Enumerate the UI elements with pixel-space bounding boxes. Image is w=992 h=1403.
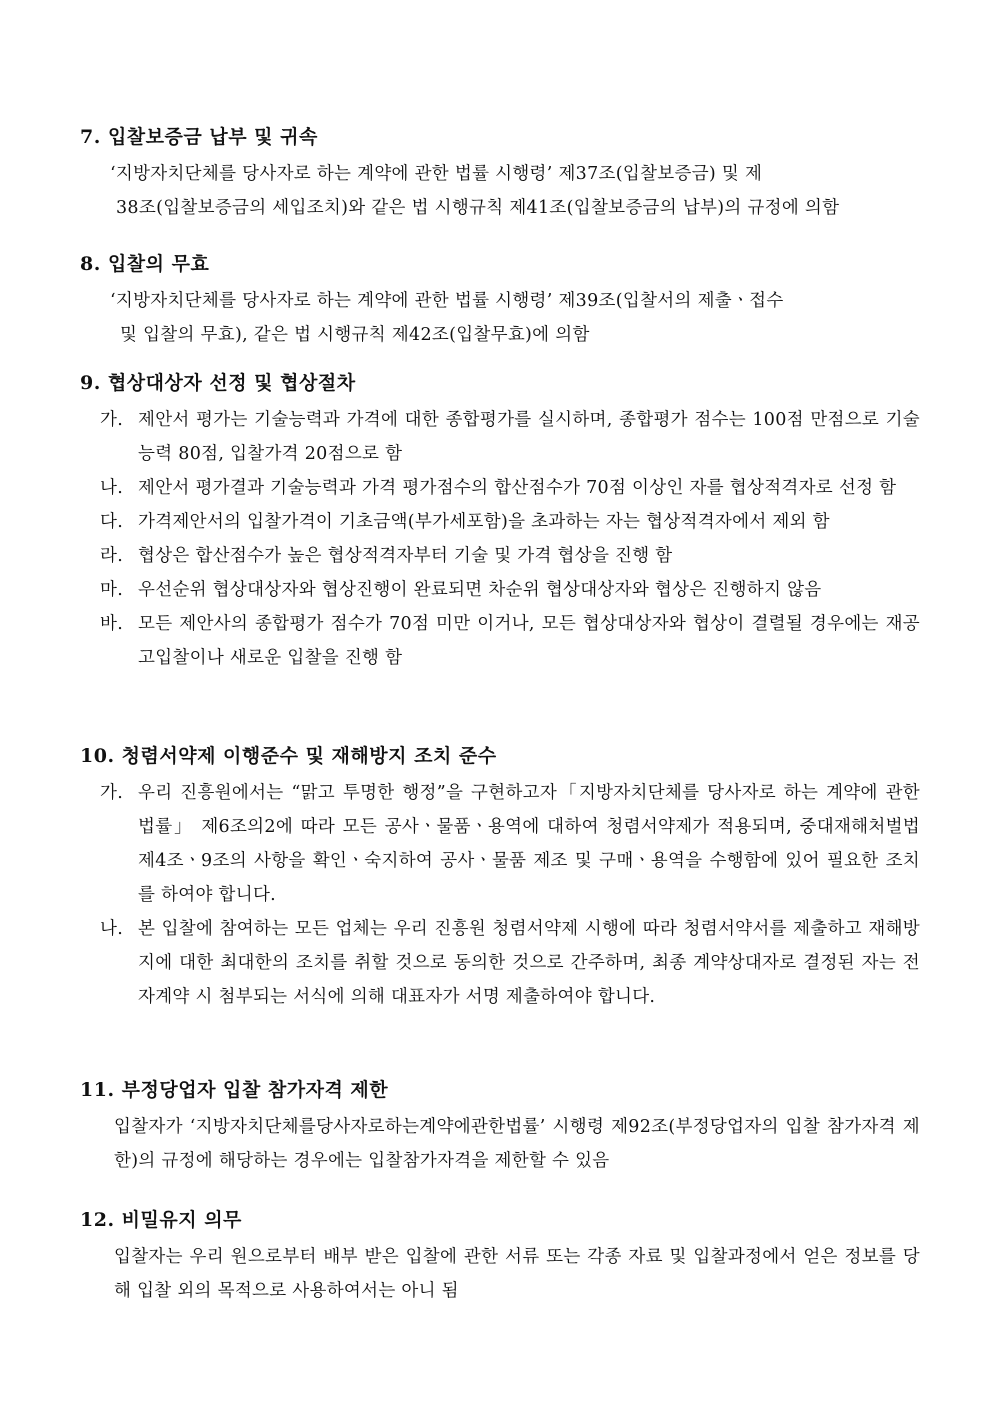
item-marker: 다.	[100, 512, 124, 532]
item-marker: 라.	[100, 546, 124, 566]
item-text: 우선순위 협상대상자와 협상진행이 완료되면 차순위 협상대상자와 협상은 진행하지 않음	[138, 580, 822, 600]
list-item	[80, 471, 920, 505]
section-text: ‘지방자치단체를 당사자로 하는 계약에 관한 법률 시행령’ 제37조(입찰보증금) 및 제	[110, 164, 763, 184]
item-marker: 바.	[100, 614, 124, 634]
section-title: 12. 비밀유지 의무	[80, 1209, 242, 1231]
list-item	[80, 403, 920, 471]
list-item	[80, 573, 920, 607]
section-title: 7. 입찰보증금 납부 및 귀속	[80, 126, 318, 148]
section-12	[80, 1208, 920, 1308]
list-item	[80, 505, 920, 539]
section-7	[80, 125, 920, 225]
item-marker: 가.	[100, 783, 124, 803]
item-marker: 마.	[100, 580, 124, 600]
section-title: 9. 협상대상자 선정 및 협상절차	[80, 372, 356, 394]
item-marker: 나.	[100, 919, 124, 939]
item-text: 협상은 합산점수가 높은 협상적격자부터 기술 및 가격 협상을 진행 함	[138, 546, 673, 566]
section-9	[80, 371, 920, 675]
section-text: 38조(입찰보증금의 세입조치)와 같은 법 시행규칙 제41조(입찰보증금의 납부)의 규정에 의함	[116, 198, 840, 218]
section-title: 10. 청렴서약제 이행준수 및 재해방지 조치 준수	[80, 745, 497, 767]
section-text: 및 입찰의 무효), 같은 법 시행규칙 제42조(입찰무효)에 의함	[120, 325, 590, 345]
item-text: 우리 진흥원에서는 “맑고 투명한 행정”을 구현하고자「지방자치단체를 당사자로 하는 계약에 관한 법률」 제6조의2에 따라 모든 공사ㆍ물품ㆍ용역에 대하여 청렴서약제가 적용되며, 중대재해처벌법 제4조ㆍ9조의 사항을 확인ㆍ숙지하여 공사ㆍ물품 제조 및 구매ㆍ용역을 수행함에 있어 필요한 조치를 하여야 합니다.	[138, 783, 920, 905]
section-title: 8. 입찰의 무효	[80, 253, 210, 275]
section-8	[80, 252, 920, 352]
item-text: 가격제안서의 입찰가격이 기초금액(부가세포함)을 초과하는 자는 협상적격자에서 제외 함	[138, 512, 830, 532]
section-text: ‘지방자치단체를 당사자로 하는 계약에 관한 법률 시행령’ 제39조(입찰서의 제출ㆍ접수	[110, 291, 784, 311]
item-marker: 가.	[100, 410, 124, 430]
list-item	[80, 607, 920, 675]
item-text: 제안서 평가결과 기술능력과 가격 평가점수의 합산점수가 70점 이상인 자를 협상적격자로 선정 함	[138, 478, 897, 498]
list-item	[80, 776, 920, 912]
section-10	[80, 744, 920, 1014]
list-item	[80, 539, 920, 573]
item-text: 본 입찰에 참여하는 모든 업체는 우리 진흥원 청렴서약제 시행에 따라 청렴서약서를 제출하고 재해방지에 대한 최대한의 조치를 취할 것으로 동의한 것으로 간주하며, 최종 계약상대자로 결정된 자는 전자계약 시 첨부되는 서식에 의해 대표자가 서명 제출하여야 합니다.	[138, 919, 920, 1007]
section-text: 입찰자가 ‘지방자치단체를당사자로하는계약에관한법률’ 시행령 제92조(부정당업자의 입찰 참가자격 제한)의 규정에 해당하는 경우에는 입찰참가자격을 제한할 수 있음	[114, 1117, 920, 1171]
section-title: 11. 부정당업자 입찰 참가자격 제한	[80, 1079, 389, 1101]
section-text: 입찰자는 우리 원으로부터 배부 받은 입찰에 관한 서류 또는 각종 자료 및 입찰과정에서 얻은 정보를 당해 입찰 외의 목적으로 사용하여서는 아니 됨	[114, 1247, 920, 1301]
item-marker: 나.	[100, 478, 124, 498]
item-text: 제안서 평가는 기술능력과 가격에 대한 종합평가를 실시하며, 종합평가 점수는 100점 만점으로 기술능력 80점, 입찰가격 20점으로 함	[138, 410, 920, 464]
item-text: 모든 제안사의 종합평가 점수가 70점 미만 이거나, 모든 협상대상자와 협상이 결렬될 경우에는 재공고입찰이나 새로운 입찰을 진행 함	[138, 614, 920, 668]
section-11	[80, 1078, 920, 1178]
list-item	[80, 912, 920, 1014]
